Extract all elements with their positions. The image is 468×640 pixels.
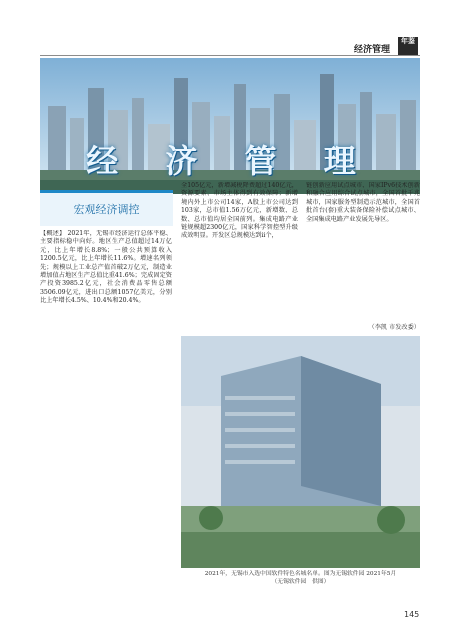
banner-title: 经 济 管 理 [86, 142, 374, 180]
paragraph-overview: 【概述】 2021年，无锡市经济运行总体平稳、主要指标稳中向好。地区生产总值超过14万亿元，比上年增长8.8%；一般公共预算收入1200.5亿元，比上年增长11.6%。增速名列领先；规模以上工业总产值首破2万亿元，制造业增加值占地区生产总值比重41.6%；完成固定资产投资3985.2亿元，社会消费品零售总额3506.09亿元，进出口总额1057亿美元，分别比上年增长4.5%、10.4%和20.4%。 [40, 230, 172, 305]
section-title: 宏观经济调控 [73, 203, 140, 216]
software-park-photo [181, 336, 420, 568]
caption-line-1: 2021年，无锡市入选中国软件特色名城名单。图为无锡软件园 2021年5月 [204, 571, 397, 577]
caption-line-2: （无锡软件园 供图） [271, 579, 330, 585]
header-rule [40, 55, 420, 56]
body-column-3 [306, 182, 420, 332]
body-column-2 [181, 182, 298, 342]
city-skyline-photo [40, 58, 420, 194]
logo-text: 年鉴 [401, 37, 415, 45]
yearbook-logo-icon [398, 37, 418, 55]
author-credit: （李凯 市发改委） [368, 324, 420, 331]
running-header-section: 经济管理 [354, 45, 391, 55]
photo-caption [181, 570, 420, 586]
software-park-illustration [181, 336, 420, 568]
page-number: 145 [404, 610, 420, 619]
section-heading-box [40, 190, 173, 226]
paragraph-col2: 全105亿元，新增减税降费超过140亿元，资源要素、市场主体得到有效保障；新增境内外上市公司14家，A股上市公司达到103家，总市值1.56万亿元，新增数、总数、总市值均居全国前列。集成电路产业链规模超2300亿元，国家科学智控型升级成效明显。开发区总规模达到ⅱ个， [181, 182, 298, 240]
body-column-1 [40, 230, 172, 590]
paragraph-col3: 链创新应用试点城市、国家IPv6技术创新和融合应用综合试点城市，全国首批千兆城市，国家服务型制造示范城市，全国首批首台(套)重大装备保险补偿试点城市、全国集成电路产业发展先导区。 [306, 182, 420, 223]
